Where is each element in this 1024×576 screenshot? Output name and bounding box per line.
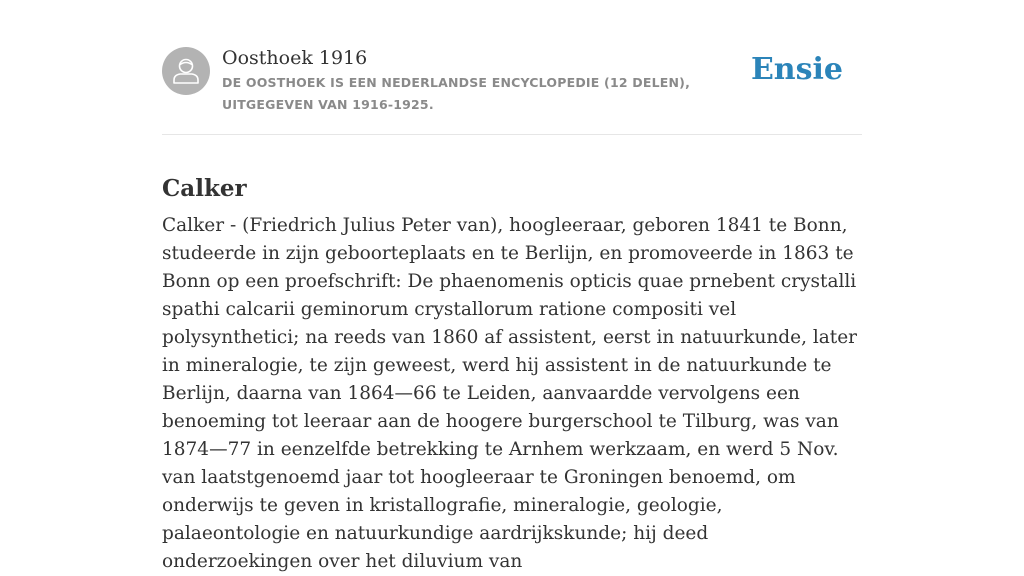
content-container xyxy=(162,0,862,572)
article-title: Calker xyxy=(162,175,247,203)
ensie-logo[interactable]: Ensie xyxy=(750,52,843,87)
source-title[interactable]: Oosthoek 1916 xyxy=(222,47,368,69)
source-header xyxy=(162,0,862,135)
user-avatar-icon[interactable] xyxy=(162,47,210,95)
source-description: DE OOSTHOEK IS EEN NEDERLANDSE ENCYCLOPEDIE (12 DELEN), UITGEGEVEN VAN 1916-1925. xyxy=(222,75,691,112)
article-body: Calker - (Friedrich Julius Peter van), hoogleeraar, geboren 1841 te Bonn, studeerde in zijn geboorteplaats en te Berlijn, en promoveerde in 1863 te Bonn op een proefschrift: De phaenomenis opticis quae prnebent crystalli spathi calcarii geminorum crystallorum ratione compositi vel polysynthetici; na reeds van 1860 af assistent, eerst in natuurkunde, later in mineralogie, te zijn geweest, werd hij assistent in de natuurkunde te Berlijn, daarna van 1864—66 te Leiden, aanvaardde vervolgens een benoeming tot leeraar aan de hoogere burgerschool te Tilburg, was van 1874—77 in eenzelfde betrekking te Arnhem werkzaam, en werd 5 Nov. van laatstgenoemd jaar tot hoogleeraar te Groningen benoemd, om onderwijs te geven in kristallografie, mineralogie, geologie, palaeontologie en natuurkundige aardrijkskunde; hij deed onderzoekingen over het diluvium van xyxy=(162,215,858,572)
